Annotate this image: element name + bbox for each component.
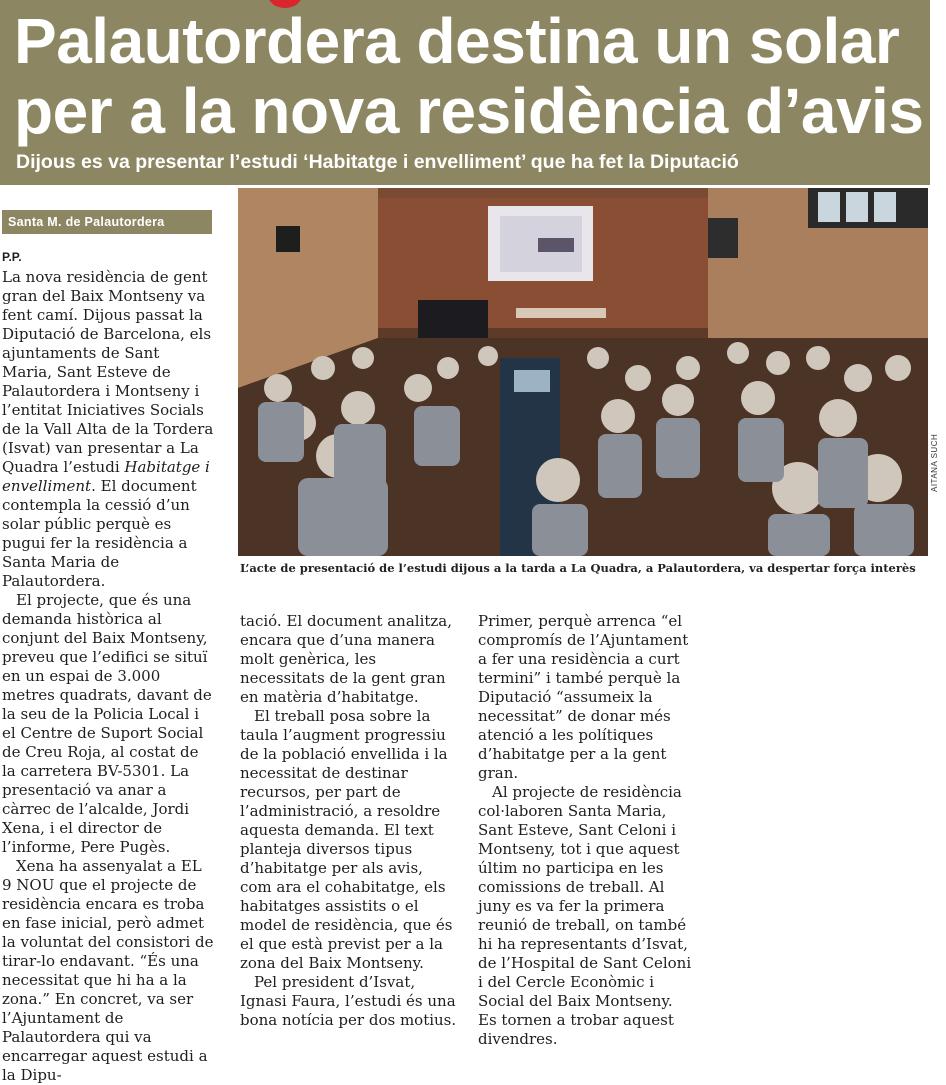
paragraph: Primer, perquè arrenca “el compromís de l’Ajuntament a fer una residència a curt termini” i també perquè la Diputació “assumeix la necessitat” de donar més atenció a les polítiques d’habitatge per a la gent gran. [478, 612, 689, 782]
column-1 [2, 268, 214, 1085]
paragraph: tació. El document analitza, encara que d’una manera molt genèrica, les necessitats de la gent gran en matèria d’habitatge. [240, 612, 453, 706]
paragraph: Pel president d’Isvat, Ignasi Faura, l’estudi és una bona notícia per dos motius. [240, 973, 457, 1029]
paragraph [2, 268, 214, 591]
headline-banner [0, 0, 930, 185]
paragraph: El treball posa sobre la taula l’augment progressiu de la població envellida i la necessitat de destinar recursos, per part de l’administració, a resoldre aquesta demanda. El text planteja diversos tipus d’habitatge per als avis, com ara el cohabitatge, els habitatges assistits o el model de residència, que és el que està previst per a la zona del Baix Montseny. [240, 707, 453, 972]
column-3 [478, 612, 696, 1049]
byline: P.P. [2, 250, 22, 264]
event-photo [238, 188, 928, 556]
paragraph-text: . El document contempla la cessió d’un solar públic perquè es pugui fer la residència a Santa Maria de Palautordera. [2, 477, 197, 590]
paragraph: El projecte, que és una demanda històrica al conjunt del Baix Montseny, preveu que l’edifici se situï en un espai de 3.000 metres quadrats, davant de la seu de la Policia Local i el Centre de Suport Social de Creu Roja, al costat de la carretera BV-5301. La presentació va anar a càrrec de l’alcalde, Jordi Xena, i el director de l’informe, Pere Pugès. [2, 591, 212, 856]
subheadline: Dijous es va presentar l’estudi ‘Habitatge i envelliment’ que ha fet la Diputació [16, 151, 739, 173]
photo-credit: AITANA SUCH [930, 433, 939, 492]
column-2 [240, 612, 458, 1030]
paragraph-text: La nova residència de gent gran del Baix Montseny va fent camí. Dijous passat la Diputació de Barcelona, els ajuntaments de Sant Maria, Sant Esteve de Palautordera i Montseny i l’entitat Iniciatives Socials de la Vall Alta de la Tordera (Isvat) van presentar a La Quadra l’estudi [2, 268, 214, 476]
study-title: Habitatge i envelliment [2, 458, 210, 495]
section-tag: Santa M. de Palautordera [2, 210, 212, 234]
photo-caption: L’acte de presentació de l’estudi dijous a la tarda a La Quadra, a Palautordera, va despertar força interès [240, 561, 916, 575]
paragraph: Al projecte de residència col·laboren Santa Maria, Sant Esteve, Sant Celoni i Montseny, tot i que aquest últim no participa en les comissions de treball. Al juny es va fer la primera reunió de treball, on també hi ha representants d’Isvat, de l’Hospital de Sant Celoni i del Cercle Econòmic i Social del Baix Montseny. Es tornen a trobar aquest divendres. [478, 783, 692, 1048]
paragraph: Xena ha assenyalat a EL 9 NOU que el projecte de residència encara es troba en fase inicial, però admet la voluntat del consistori de tirar-lo endavant. “És una necessitat que hi ha a la zona.” En concret, va ser l’Ajuntament de Palautordera qui va encarregar aquest estudi a la Dipu- [2, 857, 214, 1084]
headline: Palautordera destina un solar per a la nova residència d’avis [14, 5, 924, 147]
